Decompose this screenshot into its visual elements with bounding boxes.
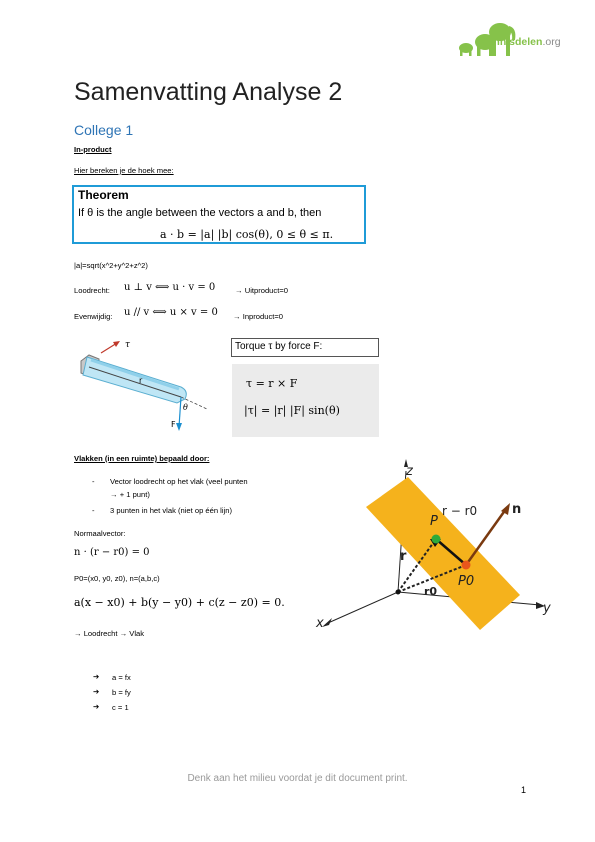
perpendicular-formula: u ⊥ v ⟺ u · v = 0 [124, 282, 216, 293]
wrench-shape [81, 355, 186, 403]
plane-surface [366, 477, 520, 630]
list-dash: - [92, 506, 95, 515]
point-P [432, 535, 441, 544]
P0-label: P0 [458, 574, 475, 589]
z-axis-label: z [406, 464, 413, 479]
norm-formula: |a|=sqrt(x^2+y^2+z^2) [74, 261, 148, 270]
r-label: r [139, 376, 143, 385]
torque-caption: Torque τ by force F: [235, 341, 323, 352]
bullet-a: a = fx [112, 673, 131, 682]
bullet-c: c = 1 [112, 703, 129, 712]
y-axis-label: y [543, 601, 551, 616]
page-number: 1 [521, 785, 527, 795]
arrow-bullet-icon: ➔ [93, 672, 100, 681]
footer-note: Denk aan het milieu voordat je dit document print. [187, 773, 408, 784]
torque-magnitude-formula: |τ| = |r| |F| sin(θ) [244, 404, 340, 417]
torque-formula: τ = r × F [246, 377, 298, 390]
r-label: r [400, 549, 407, 564]
tau-label: τ [125, 340, 130, 350]
p0-definition: P0=(x0, y0, z0), n=(a,b,c) [74, 574, 160, 583]
theorem-statement: If θ is the angle between the vectors a and b, then [78, 207, 322, 219]
parallel-label: Evenwijdig: [74, 312, 113, 321]
perpendicular-label: Loodrecht: [74, 286, 110, 295]
logo-wordmark[interactable] [480, 36, 561, 48]
logo-suffix: .org [542, 36, 561, 48]
r-minus-r0-label: r − r0 [442, 504, 478, 518]
normal-vector-label: Normaalvector: [74, 529, 126, 538]
n-label: n [512, 502, 522, 517]
r0-label: r0 [424, 585, 438, 598]
arrow-bullet-icon: ➔ [93, 687, 100, 696]
list-dash: - [92, 477, 95, 486]
theta-label: θ [183, 403, 188, 412]
P-label: P [430, 514, 438, 529]
planes-item-2: 3 punten in het vlak (niet op één lijn) [110, 506, 233, 515]
bullet-b: b = fy [112, 688, 131, 697]
perpendicular-plane-note: → Loodrecht → Vlak [74, 629, 145, 638]
planes-heading: Vlakken (in een ruimte) bepaald door: [74, 454, 210, 463]
r-vector [89, 367, 181, 397]
wrench-torque-figure [73, 335, 213, 435]
scalar-plane-equation: a(x − x0) + b(y − y0) + c(z − z0) = 0. [74, 596, 285, 609]
inproduct-intro: Hier bereken je de hoek mee: [74, 166, 174, 175]
normal-vector-equation: n · (r − r0) = 0 [74, 547, 150, 558]
parallel-result: → Inproduct=0 [233, 312, 284, 321]
torque-formula-panel [232, 364, 379, 437]
arrow-bullet-icon: ➔ [93, 702, 100, 711]
document-title: Samenvatting Analyse 2 [74, 78, 343, 106]
x-axis-label: x [316, 616, 324, 631]
point-P0 [462, 561, 471, 570]
parallel-formula: u // v ⟺ u × v = 0 [124, 307, 218, 318]
section-heading: College 1 [74, 122, 134, 138]
F-label: F [171, 420, 176, 429]
theorem-formula: a · b = |a| |b| cos(θ), 0 ≤ θ ≤ π. [160, 228, 334, 241]
logo-main: Kennisdelen [480, 36, 543, 48]
planes-item-1: Vector loodrecht op het vlak (veel punten [110, 477, 248, 486]
planes-item-1-cont: → + 1 punt) [110, 490, 150, 499]
inproduct-heading: In-product [74, 145, 112, 154]
theorem-heading: Theorem [78, 188, 129, 202]
perpendicular-result: → Uitproduct=0 [235, 286, 288, 295]
plane-3d-figure [300, 455, 560, 640]
